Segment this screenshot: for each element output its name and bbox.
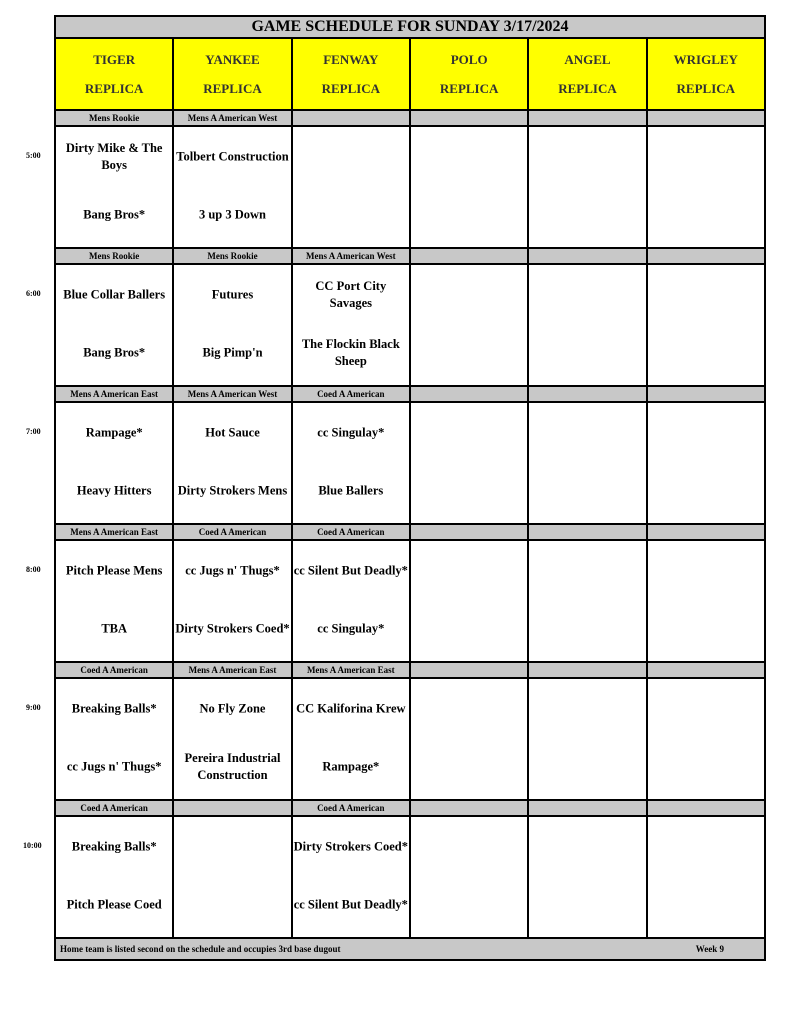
division-label <box>529 525 647 539</box>
game-cell <box>293 265 411 385</box>
field-subtitle: REPLICA <box>676 80 736 96</box>
game-cell <box>174 541 292 661</box>
game-cell <box>293 403 411 523</box>
away-team: cc Silent But Deadly* <box>293 563 408 578</box>
division-label <box>411 111 529 125</box>
home-team: cc Singulay* <box>317 621 385 636</box>
field-subtitle: REPLICA <box>439 80 499 96</box>
game-cell <box>174 679 292 799</box>
game-cell <box>56 679 174 799</box>
home-team: cc Silent But Deadly* <box>293 897 408 912</box>
away-team: Futures <box>211 287 254 302</box>
away-team: Dirty Mike & The Boys <box>65 141 163 172</box>
away-team: Blue Collar Ballers <box>63 287 166 302</box>
away-team: Tolbert Construction <box>176 149 289 164</box>
division-label <box>648 249 764 263</box>
division-label <box>411 525 529 539</box>
division-label: Coed A American <box>56 801 174 815</box>
time-label: 9:00 <box>26 703 41 712</box>
division-label <box>529 249 647 263</box>
game-row <box>54 817 766 939</box>
away-team: CC Kaliforina Krew <box>296 701 406 716</box>
division-label: Coed A American <box>293 525 411 539</box>
home-team: The Flockin Black Sheep <box>301 337 400 368</box>
game-row <box>54 679 766 801</box>
division-label: Coed A American <box>293 387 411 401</box>
division-label: Mens A American East <box>174 663 292 677</box>
field-header <box>56 39 174 109</box>
field-name: YANKEE <box>205 51 260 67</box>
game-row <box>54 541 766 663</box>
field-header <box>648 39 764 109</box>
away-team: Pitch Please Mens <box>65 563 163 578</box>
division-row <box>54 249 766 265</box>
game-cell <box>529 541 647 661</box>
game-cell <box>56 817 174 937</box>
game-cell <box>411 817 529 937</box>
game-cell <box>529 403 647 523</box>
away-team: CC Port City Savages <box>315 279 387 310</box>
division-label <box>174 801 292 815</box>
home-team: Blue Ballers <box>318 483 384 498</box>
time-label: 10:00 <box>23 841 42 850</box>
home-team: 3 up 3 Down <box>198 207 267 222</box>
division-label <box>529 111 647 125</box>
division-label <box>529 663 647 677</box>
home-team: Pereira Industrial Construction <box>184 751 281 782</box>
field-name: POLO <box>450 51 488 67</box>
division-label <box>411 249 529 263</box>
game-cell <box>411 679 529 799</box>
game-cell <box>174 403 292 523</box>
game-cell <box>293 541 411 661</box>
division-label <box>648 663 764 677</box>
division-label <box>411 801 529 815</box>
away-team: Rampage* <box>85 425 143 440</box>
division-row <box>54 663 766 679</box>
footer-note: Home team is listed second on the schedule and occupies 3rd base dugout <box>60 944 341 954</box>
game-cell <box>529 127 647 247</box>
home-team: Pitch Please Coed <box>66 897 162 912</box>
field-name: WRIGLEY <box>673 51 738 67</box>
division-label: Coed A American <box>56 663 174 677</box>
time-label: 6:00 <box>26 289 41 298</box>
game-row <box>54 265 766 387</box>
division-label: Mens Rookie <box>56 111 174 125</box>
field-subtitle: REPLICA <box>321 80 381 96</box>
home-team: cc Jugs n' Thugs* <box>66 759 162 774</box>
page-title: GAME SCHEDULE FOR SUNDAY 3/17/2024 <box>54 15 766 39</box>
field-header-row <box>54 39 766 111</box>
game-cell <box>56 403 174 523</box>
away-team: cc Jugs n' Thugs* <box>185 563 280 578</box>
away-team: No Fly Zone <box>199 701 266 716</box>
division-label <box>648 801 764 815</box>
home-team: Big Pimp'n <box>202 345 263 360</box>
home-team: Bang Bros* <box>83 345 146 360</box>
game-cell <box>174 127 292 247</box>
field-name: TIGER <box>93 51 136 67</box>
time-label: 7:00 <box>26 427 41 436</box>
field-name: ANGEL <box>564 51 611 67</box>
division-row <box>54 111 766 127</box>
division-label <box>411 663 529 677</box>
division-row <box>54 387 766 403</box>
game-cell <box>648 817 764 937</box>
game-cell <box>411 127 529 247</box>
field-subtitle: REPLICA <box>558 80 617 96</box>
division-label <box>293 111 411 125</box>
game-cell <box>174 265 292 385</box>
division-row <box>54 801 766 817</box>
division-label: Mens A American West <box>174 111 292 125</box>
field-header <box>411 39 529 109</box>
game-cell <box>648 403 764 523</box>
division-label: Mens Rookie <box>56 249 174 263</box>
home-team: Bang Bros* <box>83 207 146 222</box>
division-label: Coed A American <box>174 525 292 539</box>
division-label <box>529 801 647 815</box>
division-label <box>648 525 764 539</box>
division-label <box>529 387 647 401</box>
game-cell <box>174 817 292 937</box>
game-cell <box>529 817 647 937</box>
division-label: Mens A American West <box>174 387 292 401</box>
away-team: Breaking Balls* <box>71 839 157 854</box>
week-label: Week 9 <box>695 944 724 954</box>
division-label: Mens A American East <box>56 525 174 539</box>
time-slots <box>54 111 766 939</box>
game-row <box>54 403 766 525</box>
game-row <box>54 127 766 249</box>
division-label: Mens A American West <box>293 249 411 263</box>
division-label <box>648 111 764 125</box>
game-cell <box>56 541 174 661</box>
game-cell <box>411 541 529 661</box>
schedule-table <box>54 15 766 961</box>
home-team: Dirty Strokers Coed* <box>175 621 290 636</box>
game-cell <box>648 541 764 661</box>
game-cell <box>293 817 411 937</box>
division-label: Mens A American East <box>56 387 174 401</box>
field-header <box>529 39 647 109</box>
field-header <box>174 39 292 109</box>
game-cell <box>648 265 764 385</box>
game-cell <box>293 679 411 799</box>
game-cell <box>648 127 764 247</box>
game-cell <box>56 265 174 385</box>
away-team: Breaking Balls* <box>71 701 157 716</box>
away-team: Dirty Strokers Coed* <box>293 839 408 854</box>
game-cell <box>411 265 529 385</box>
game-cell <box>56 127 174 247</box>
game-cell <box>293 127 411 247</box>
game-cell <box>529 265 647 385</box>
field-subtitle: REPLICA <box>203 80 262 96</box>
division-row <box>54 525 766 541</box>
away-team: Hot Sauce <box>205 425 260 440</box>
time-label: 5:00 <box>26 151 41 160</box>
division-label <box>648 387 764 401</box>
home-team: Dirty Strokers Mens <box>177 483 288 498</box>
home-team: Heavy Hitters <box>76 483 152 498</box>
footer-bar <box>54 939 766 961</box>
field-header <box>293 39 411 109</box>
field-name: FENWAY <box>323 51 379 67</box>
game-cell <box>648 679 764 799</box>
division-label: Coed A American <box>293 801 411 815</box>
division-label: Mens A American East <box>293 663 411 677</box>
field-subtitle: REPLICA <box>84 80 144 96</box>
away-team: cc Singulay* <box>317 425 385 440</box>
game-cell <box>411 403 529 523</box>
home-team: Rampage* <box>322 759 380 774</box>
home-team: TBA <box>101 621 128 636</box>
division-label <box>411 387 529 401</box>
division-label: Mens Rookie <box>174 249 292 263</box>
time-label: 8:00 <box>26 565 41 574</box>
game-cell <box>529 679 647 799</box>
